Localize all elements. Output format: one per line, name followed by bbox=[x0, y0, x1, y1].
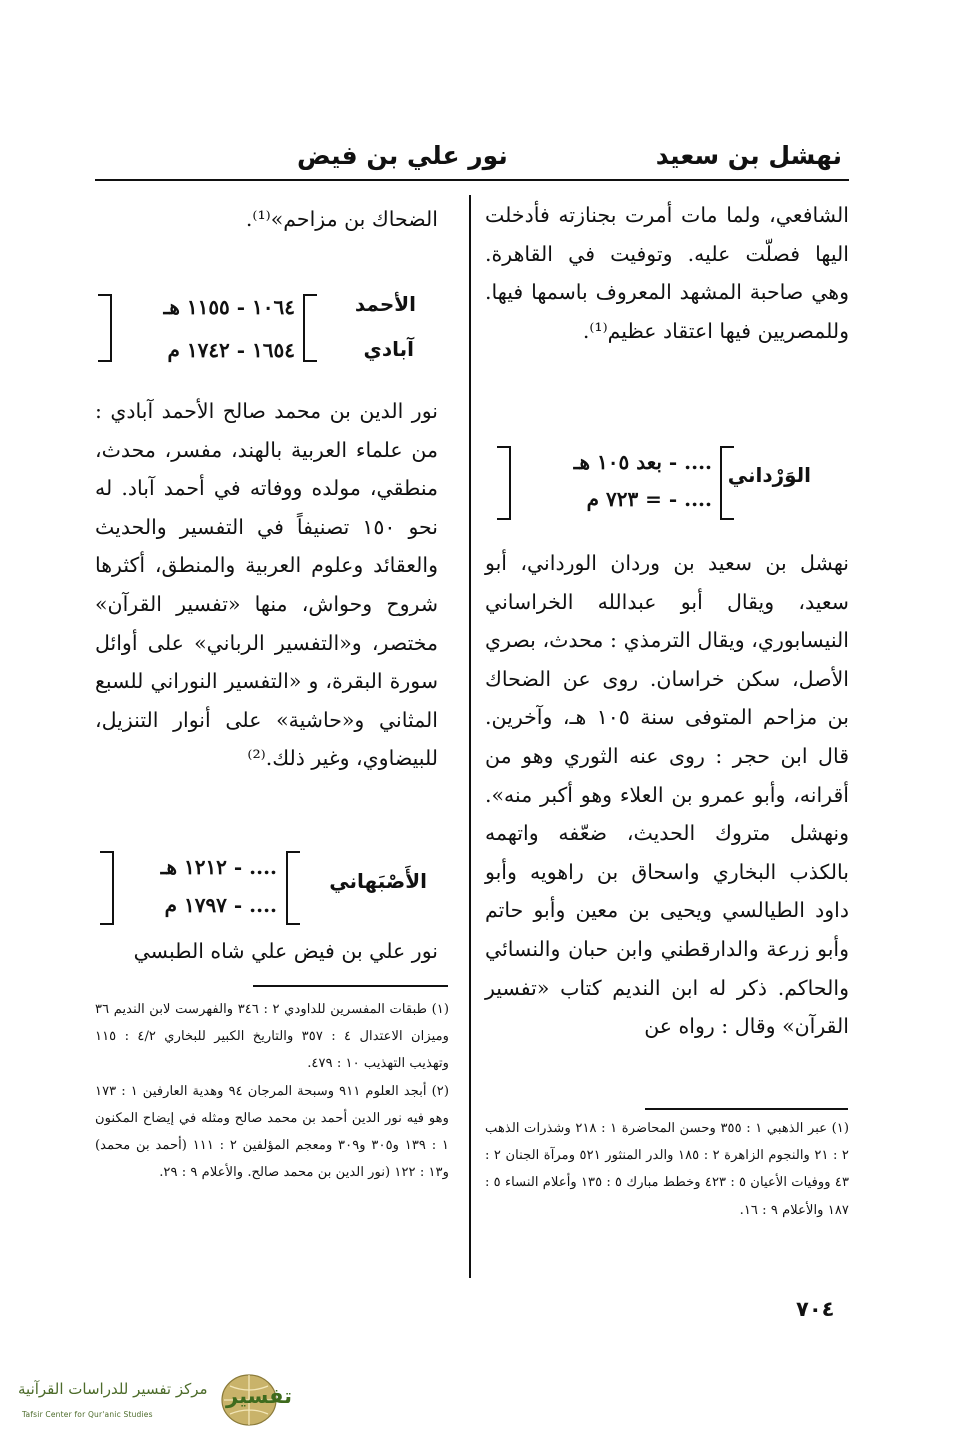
bracket-left bbox=[303, 294, 317, 362]
header-rule bbox=[95, 179, 849, 181]
entry-name-ahmadabadi-2: آبادي bbox=[363, 337, 414, 361]
right-column-paragraph-1: الشافعي، ولما مات أمرت بجنازته فأدخلت اليها فصلّت عليه. وتوفيت في القاهرة. وهي صاحبة المشهد المعروف باسمها فيها. وللمصريين فيها اعتقاد عظيم⁽¹⁾. bbox=[485, 203, 849, 343]
left-column-paragraph-3: نور علي بن فيض علي شاه الطبسي bbox=[133, 939, 438, 963]
entry-2-date-ce: .... - ١٧٩٧ م bbox=[164, 893, 277, 917]
entry-1-date-ce: ١٦٥٤ - ١٧٤٢ م bbox=[167, 338, 295, 362]
entry-date-hijri: .... - بعد ١٠٥ هـ bbox=[573, 450, 712, 474]
bracket-right bbox=[100, 851, 114, 925]
entry-name-wardani: الوَرْداني bbox=[727, 463, 811, 487]
logo-name-en: Tafsir Center for Qur'anic Studies bbox=[22, 1410, 153, 1419]
bracket-left bbox=[286, 851, 300, 925]
left-footnote-rule bbox=[253, 985, 448, 987]
bracket-left bbox=[720, 446, 734, 520]
header-left-title: نور علي بن فيض bbox=[297, 141, 508, 170]
logo-name-ar: مركز تفسير للدراسات القرآنية bbox=[18, 1380, 208, 1398]
entry-name-ahmadabadi-1: الأحمد bbox=[354, 292, 416, 316]
logo bbox=[18, 1370, 293, 1430]
left-footnotes bbox=[95, 996, 449, 1276]
entry-name-isbahani: الأَصْبَهاني bbox=[329, 869, 427, 893]
bracket-right bbox=[497, 446, 511, 520]
entry-1-date-hijri: ١٠٦٤ - ١١٥٥ هـ bbox=[163, 295, 295, 319]
right-footnote-1: (١) عبر الذهبي ١ : ٣٥٥ وحسن المحاضرة ١ : ٢١٨ وشذرات الذهب ٢ : ٢١ والنجوم الزاهرة ٢ : ١٨٥ والدر المنثور ٥٢١ ومرآة الجنان ٢ : ٤٣ ووفيات الأعيان ٥ : ٤٢٣ وخطط مبارك ٥ : ١٣٥ وأعلام النساء ٥ : ١٨٧ والأعلام ٩ : ١٦. bbox=[485, 1121, 850, 1218]
left-footnote-1: (١) طبقات المفسرين للداودي ٢ : ٣٤٦ والفهرست لابن النديم ٣٦ وميزان الاعتدال ٤ : ٣٥٧ والتاريخ الكبير للبخاري ٤/٢ : ١١٥ وتهذيب التهذيب ١٠ : ٤٧٩. bbox=[95, 1002, 450, 1072]
left-footnote-2: (٢) أبجد العلوم ٩١١ وسبحة المرجان ٩٤ وهدية العارفين ١ : ١٧٣ وهو فيه نور الدين أحمد بن محمد صالح ومثله في إيضاح المكنون ١ : ١٣٩ و٣٠٥ و٣٠٩ ومعجم المؤلفين ٢ : ١١١ (أحمد بن محمد) و١٣ : ١٢٢ (نور الدين بن محمد صالح. والأعلام ٩ : ٢٩. bbox=[95, 1083, 450, 1181]
column-divider bbox=[469, 195, 471, 1278]
entry-date-ce: .... - = ٧٢٣ م bbox=[586, 487, 712, 511]
right-footnote-rule bbox=[645, 1108, 848, 1110]
bracket-right bbox=[98, 294, 112, 362]
right-column-paragraph-2: نهشل بن سعيد بن وردان الورداني، أبو سعيد، ويقال أبو عبدالله الخراساني النيسابوري، ويقال الترمذي : محدث، بصري الأصل، سكن خراسان. روى عن الضحاك بن مزاحم المتوفى سنة ١٠٥ هـ، وآخرين. قال ابن حجر : روى عنه الثوري وهو من أقرانه، وأبو عمرو بن العلاء وهو أكبر منه». ونهشل متروك الحديث، ضعّفه واتهمه بالكذب البخاري واسحاق بن راهويه وأبو داود الطيالسي ويحيى بن معين وأبو حاتم وأبو زرعة والدارقطني وابن حبان والنسائي والحاكم. ذكر له ابن النديم كتاب «تفسير القرآن» وقال : رواه عن bbox=[485, 551, 849, 1039]
right-footnotes bbox=[485, 1115, 849, 1265]
left-column-paragraph-1: الضحاك بن مزاحم»⁽¹⁾. bbox=[245, 207, 438, 231]
left-column-paragraph-2: نور الدين بن محمد صالح الأحمد آبادي : من علماء العربية بالهند، مفسر، محدث، منطقي، مولده ووفاته في أحمد آباد. له نحو ١٥٠ تصنيفاً في التفسير والحديث والعقائد وعلوم العربية والمنطق، أكثرها شروح وحواش، منها «تفسير القرآن» مختصر، و«التفسير الرباني» على أوائل سورة البقرة، و «التفسير النوراني للسبع المثاني و«حاشية» على أنوار التنزيل، للبيضاوي، وغير ذلك.⁽²⁾ bbox=[95, 399, 438, 771]
entry-2-date-hijri: .... - ١٢١٢ هـ bbox=[160, 855, 277, 879]
logo-mark: تفسير bbox=[226, 1384, 293, 1408]
header-right-title: نهشل بن سعيد bbox=[655, 141, 842, 170]
page-number: ٧٠٤ bbox=[796, 1297, 835, 1321]
